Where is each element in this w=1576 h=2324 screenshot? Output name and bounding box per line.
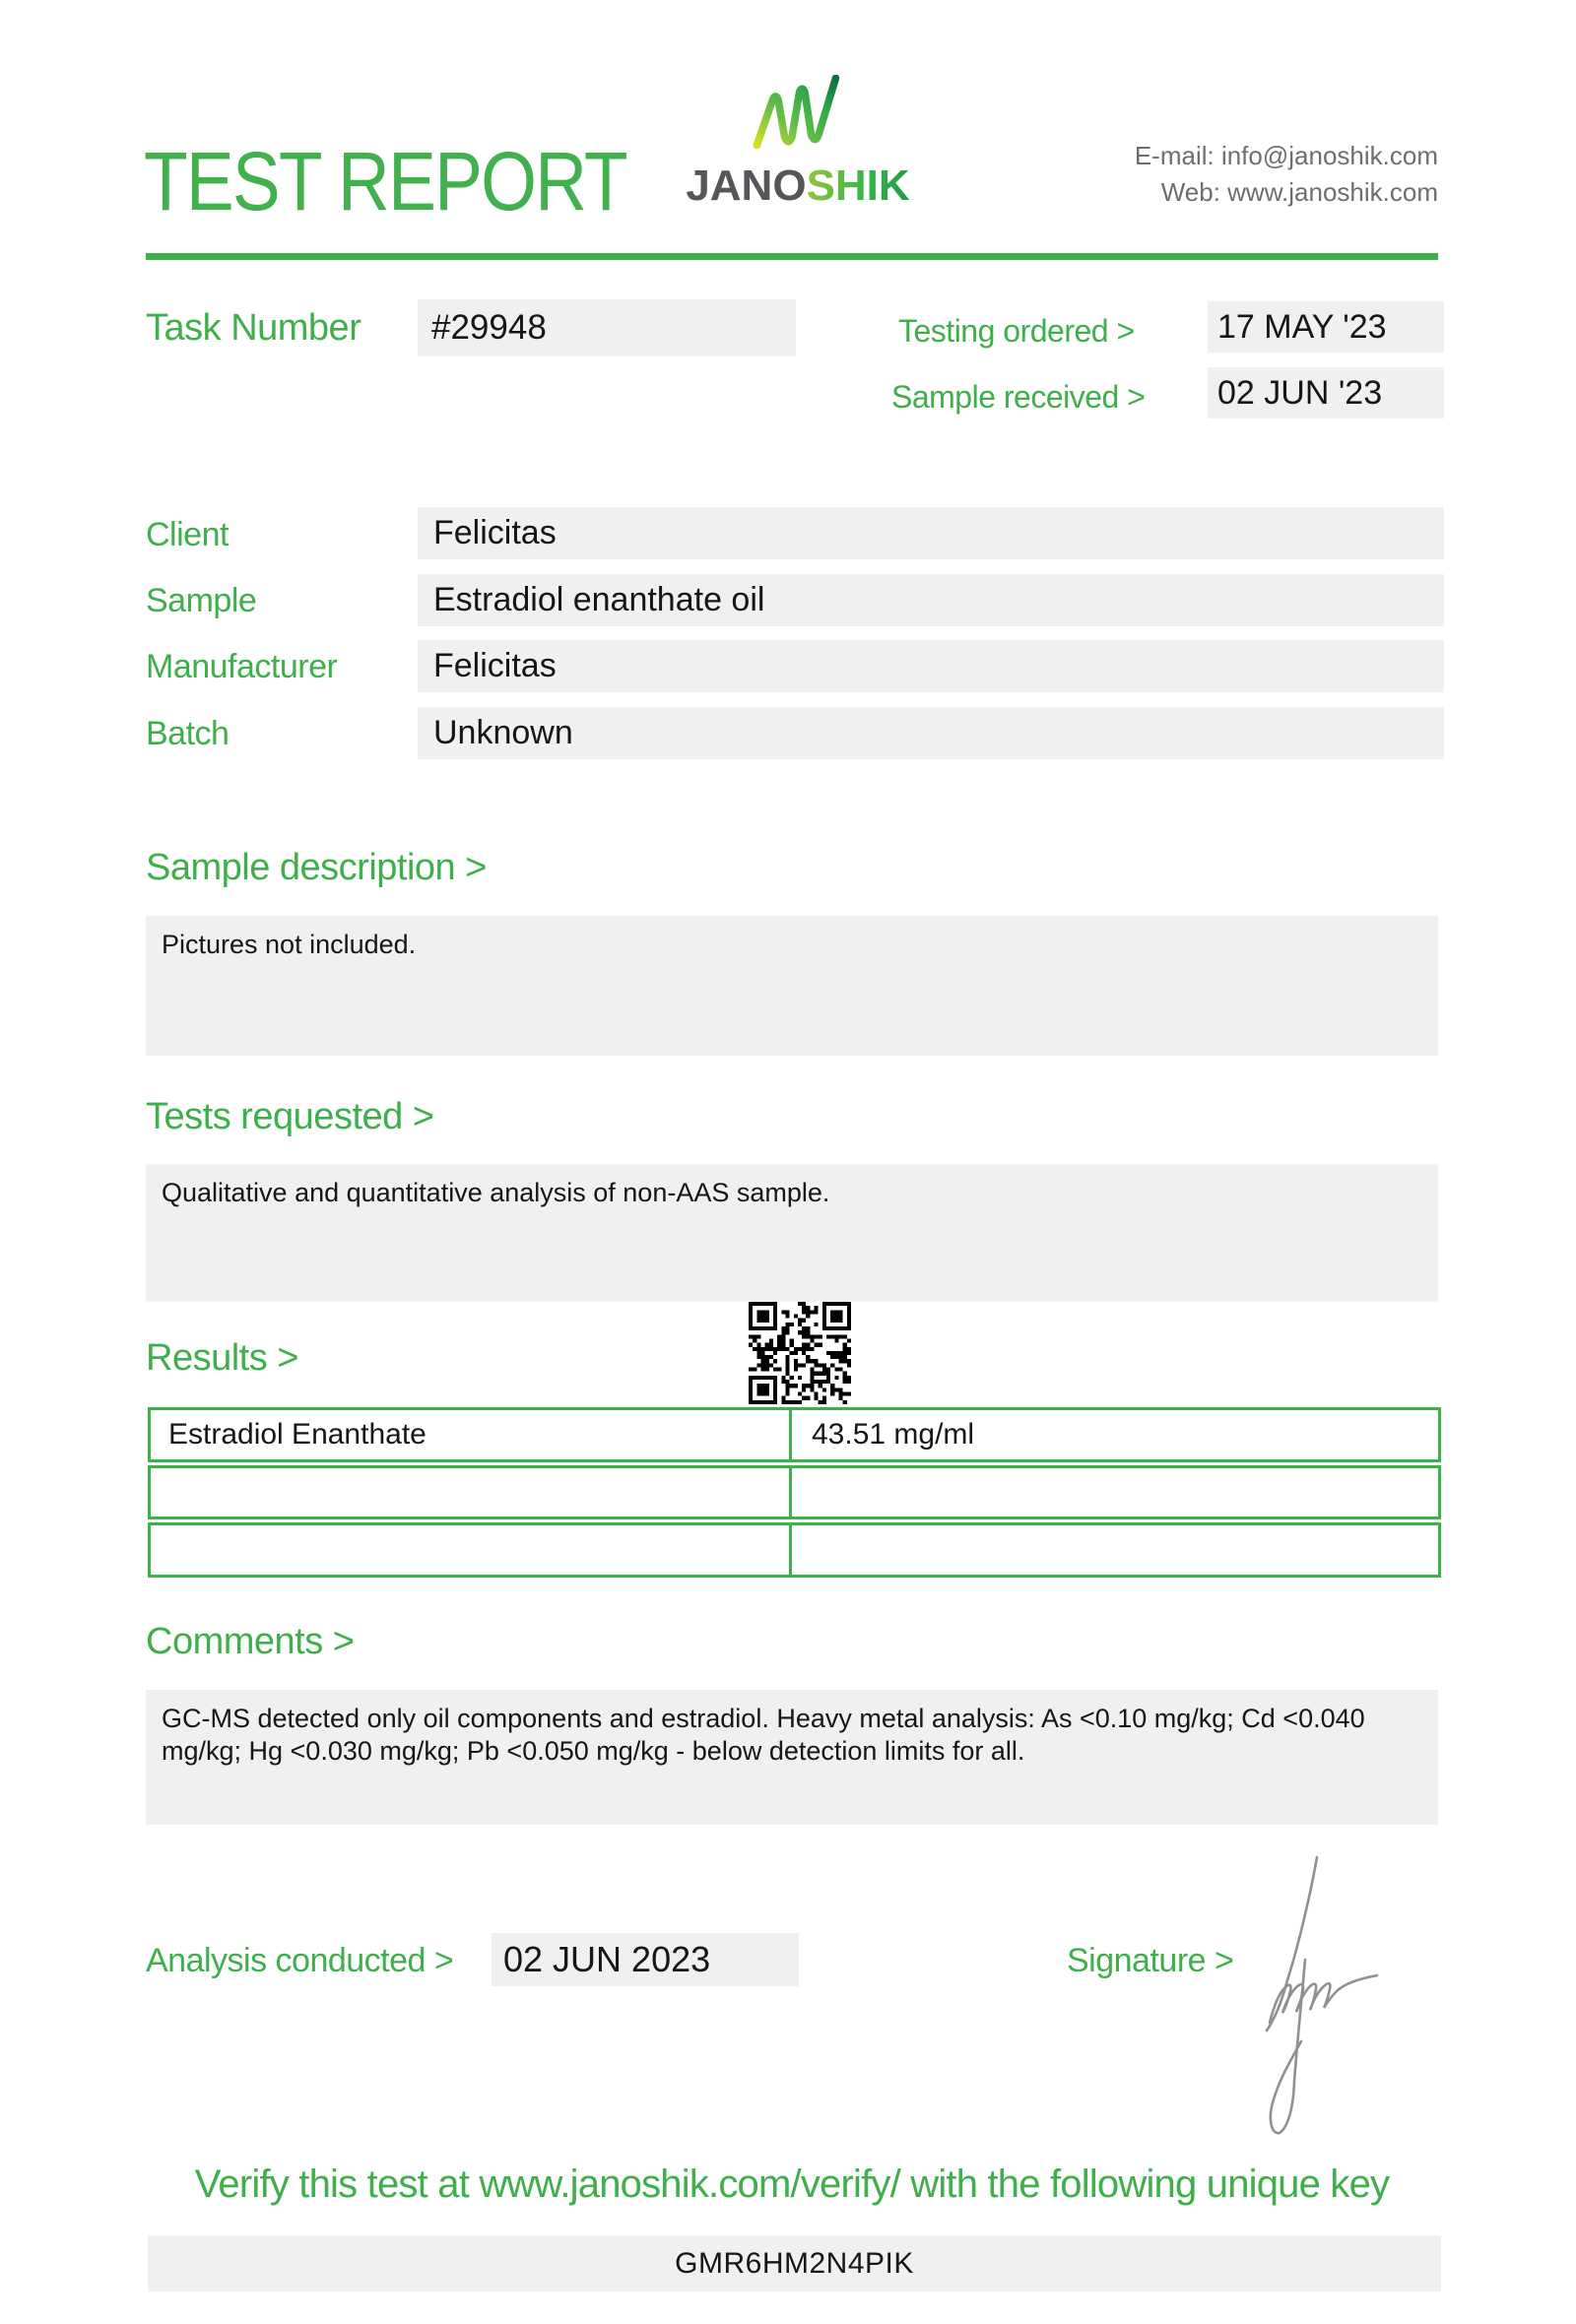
comments-box: [146, 1690, 1438, 1825]
verify-key-field: [148, 2235, 1441, 2292]
testing-ordered-value: 17 MAY '23: [1217, 308, 1387, 346]
batch-field: [418, 707, 1444, 759]
comments-text: GC-MS detected only oil components and estradiol. Heavy metal analysis: As <0.10 mg/kg; Cd <0.040 mg/kg; Hg <0.030 mg/kg; Pb <0.050 mg/kg - below detection limits for all.: [162, 1704, 1365, 1766]
handwritten-signature: [1259, 1820, 1418, 2147]
sample-label: Sample: [146, 582, 257, 619]
result-name: [151, 1525, 789, 1575]
tests-requested-text: Qualitative and quantitative analysis of non-AAS sample.: [162, 1178, 830, 1207]
sample-field: [418, 574, 1444, 626]
tests-requested-box: [146, 1164, 1438, 1302]
sample-description-text: Pictures not included.: [162, 930, 417, 959]
client-label: Client: [146, 516, 229, 553]
header-divider: [146, 253, 1438, 260]
tests-requested-heading: Tests requested >: [146, 1096, 434, 1137]
testing-ordered-field: [1208, 301, 1444, 353]
result-name: Estradiol Enanthate: [168, 1418, 427, 1451]
result-value: [789, 1525, 1438, 1575]
client-value: Felicitas: [433, 514, 557, 551]
contact-block: [1135, 138, 1438, 211]
task-number-label: Task Number: [146, 307, 361, 349]
comments-heading: Comments >: [146, 1621, 355, 1662]
analysis-date-value: 02 JUN 2023: [503, 1939, 711, 1979]
sample-value: Estradiol enanthate oil: [433, 581, 765, 618]
sample-received-field: [1208, 367, 1444, 419]
results-row: [148, 1465, 1441, 1519]
manufacturer-label: Manufacturer: [146, 648, 338, 685]
contact-email: E-mail: info@janoshik.com: [1134, 141, 1438, 170]
sample-received-value: 02 JUN '23: [1217, 374, 1383, 412]
analysis-conducted-label: Analysis conducted >: [146, 1942, 454, 1979]
verify-heading: Verify this test at www.janoshik.com/verify/ with the following unique key: [194, 2163, 1390, 2206]
verify-key-value: GMR6HM2N4PIK: [675, 2247, 914, 2280]
logo-word-green: SHIK: [806, 161, 910, 210]
growth-chart-icon: [753, 75, 843, 163]
manufacturer-field: [418, 640, 1444, 692]
task-number-field: [418, 299, 796, 356]
manufacturer-value: Felicitas: [433, 647, 557, 684]
logo-word-gray: JANO: [686, 161, 807, 210]
contact-web: Web: www.janoshik.com: [1160, 177, 1438, 207]
sample-description-box: [146, 916, 1438, 1056]
result-name: [151, 1468, 789, 1517]
batch-label: Batch: [146, 715, 230, 752]
signature-label: Signature >: [1067, 1942, 1234, 1979]
task-number-value: #29948: [431, 308, 547, 347]
result-value: 43.51 mg/ml: [789, 1410, 1438, 1459]
janoshik-logo: [680, 75, 916, 209]
sample-received-label: Sample received >: [891, 379, 1146, 415]
results-heading: Results >: [146, 1337, 298, 1379]
sample-description-heading: Sample description >: [146, 847, 487, 888]
client-field: [418, 507, 1444, 559]
analysis-date-field: [492, 1933, 799, 1986]
results-row: [148, 1522, 1441, 1578]
page-title: TEST REPORT: [144, 135, 626, 227]
testing-ordered-label: Testing ordered >: [898, 313, 1135, 349]
results-row: [148, 1407, 1441, 1462]
result-value: [789, 1468, 1438, 1517]
logo-wordmark: [680, 163, 916, 209]
qr-code: [749, 1302, 851, 1404]
batch-value: Unknown: [433, 714, 573, 751]
